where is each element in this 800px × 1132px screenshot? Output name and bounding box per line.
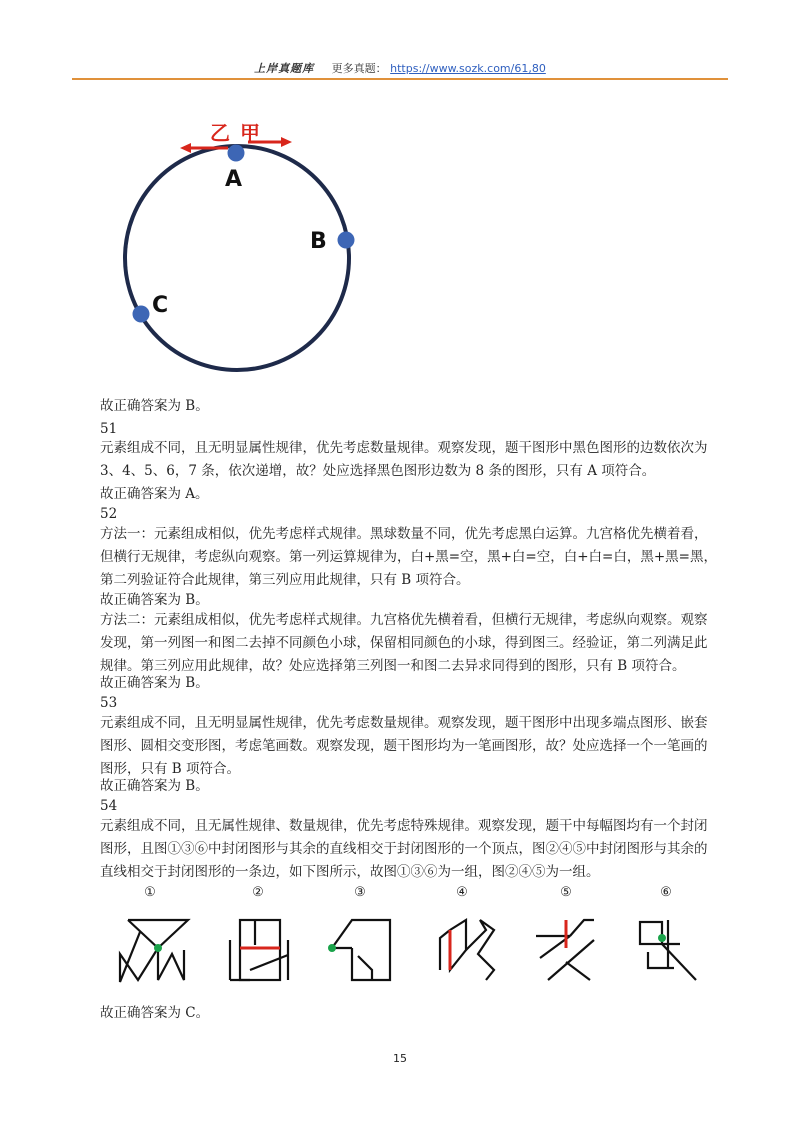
answer-53: 故正确答案为 B。 <box>100 778 209 794</box>
label-jia: 甲 <box>240 121 260 145</box>
answer-52-b: 故正确答案为 B。 <box>100 675 209 691</box>
shape-label-3: ③ <box>354 885 366 900</box>
shape-label-4: ④ <box>456 885 468 900</box>
answer-54: 故正确答案为 C。 <box>100 1005 210 1021</box>
page-header <box>0 60 800 76</box>
explanation-53: 元素组成不同，且无明显属性规律，优先考虑数量规律。观察发现，题干图形中出现多端点图形、嵌套图形、圆相交变形图，考虑笔画数。观察发现，题干图形均为一笔画图形，故？处应选择一个一笔画的图形，只有 B 项符合。 <box>100 715 708 777</box>
explanation-54: 元素组成不同，且无属性规律、数量规律，优先考虑特殊规律。观察发现，题干中每幅图均有一个封闭图形，且图①③⑥中封闭图形与其余的直线相交于封闭图形的一个顶点，图②④⑤中封闭图形与其余的直线相交于封闭图形的一条边，如下图所示，故图①③⑥为一组，图②④⑤为一组。 <box>100 818 708 880</box>
explanation-52-method2: 方法二：元素组成相似，优先考虑样式规律。九宫格优先横着看，但横行无规律，考虑纵向观察。观察发现，第一列图一和图二去掉不同颜色小球，保留相同颜色的小球，得到图三。经验证，第二列满足此规律。第三列应用此规律，故？处应选择第三列图一和图二去异求同得到的图形，只有 B 项符合。 <box>100 612 708 674</box>
answer-52-a: 故正确答案为 B。 <box>100 592 209 608</box>
question-number-52: 52 <box>100 506 118 522</box>
answer-51: 故正确答案为 A。 <box>100 486 209 502</box>
page-number: 15 <box>393 1052 407 1065</box>
question-number-54: 54 <box>100 798 118 814</box>
label-c: C <box>152 293 169 318</box>
circle-diagram <box>100 118 380 388</box>
question-number-53: 53 <box>100 695 118 711</box>
label-b: B <box>310 229 327 254</box>
header-link[interactable]: https://www.sozk.com/61,80 <box>390 62 546 75</box>
question-number-51: 51 <box>100 421 118 437</box>
point-b <box>338 232 355 249</box>
shape-3 <box>328 920 390 980</box>
shape-label-2: ② <box>252 885 264 900</box>
point-c <box>133 306 150 323</box>
label-yi: 乙 <box>210 121 230 145</box>
label-a: A <box>225 167 243 192</box>
header-label: 更多真题： <box>331 62 387 75</box>
header-brand: 上岸真题库 <box>254 62 315 75</box>
explanation-52-method1: 方法一：元素组成相似，优先考虑样式规律。黑球数量不同，优先考虑黑白运算。九宫格优先横着看，但横行无规律，考虑纵向观察。第一列运算规律为，白+黑=空，黑+白=空，白+白=白，黑+黑=黑，第二列验证符合此规律，第三列应用此规律，只有 B 项符合。 <box>100 526 717 588</box>
shape-label-1: ① <box>144 885 156 900</box>
shape-1 <box>120 920 188 982</box>
shape-label-6: ⑥ <box>660 885 672 900</box>
shape-6 <box>640 920 696 980</box>
point-a <box>228 145 245 162</box>
shape-2 <box>230 920 288 980</box>
shape-5 <box>536 920 594 980</box>
shapes-row <box>100 880 720 992</box>
header-divider <box>72 78 728 80</box>
answer-50: 故正确答案为 B。 <box>100 398 209 414</box>
shape-4 <box>440 920 494 980</box>
explanation-51: 元素组成不同，且无明显属性规律，优先考虑数量规律。观察发现，题干图形中黑色图形的边数依次为 3、4、5、6，7 条，依次递增，故？处应选择黑色图形边数为 8 条的图形，只有 A 项符合。 <box>100 440 708 479</box>
shape-label-5: ⑤ <box>560 885 572 900</box>
